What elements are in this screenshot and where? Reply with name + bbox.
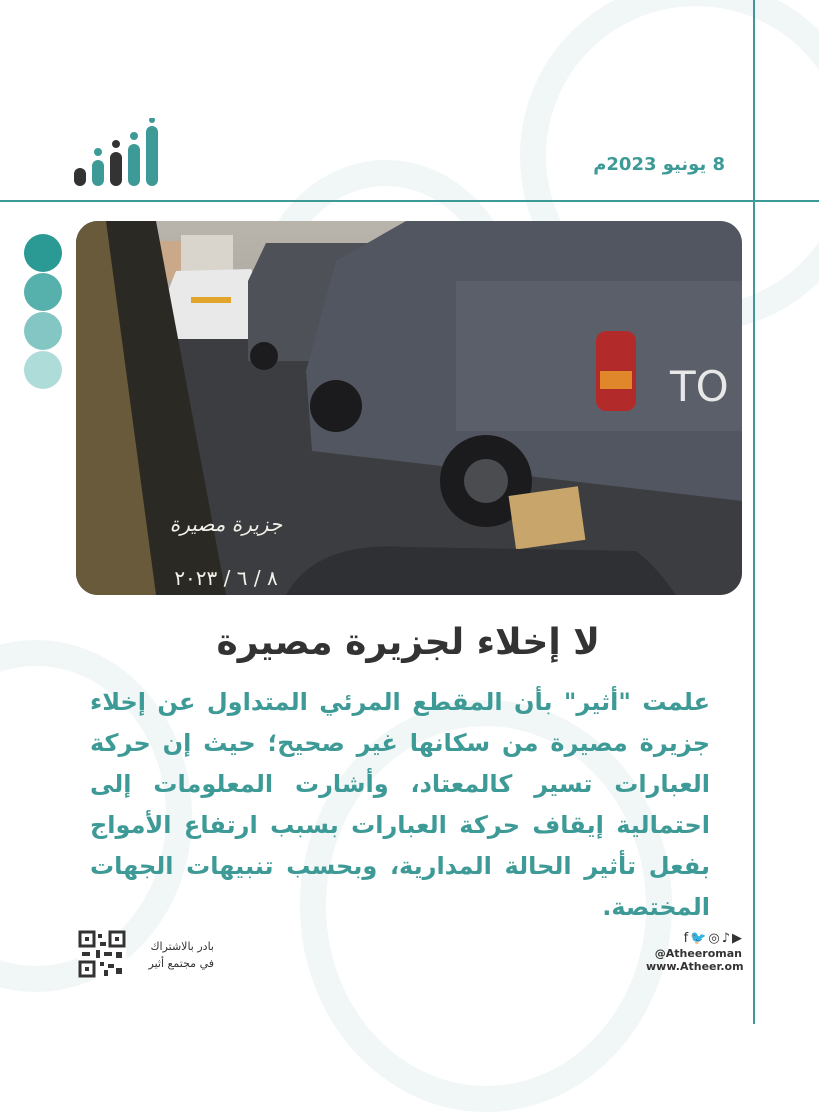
publish-date: 8 يونيو 2023م xyxy=(593,154,725,175)
headline: لا إخلاء لجزيرة مصيرة xyxy=(216,622,600,663)
subscribe-line-1: بادر بالاشتراك xyxy=(150,940,214,953)
twitter-icon[interactable]: 🐦 xyxy=(690,931,707,946)
facebook-icon[interactable]: f xyxy=(683,931,689,946)
dot-3 xyxy=(24,312,62,350)
dot-2 xyxy=(24,273,62,311)
subscribe-line-2: في مجتمع أثير xyxy=(148,957,214,970)
dot-4 xyxy=(24,351,62,389)
website-link[interactable]: www.Atheer.om xyxy=(646,960,744,973)
social-icons xyxy=(646,931,742,946)
dot-1 xyxy=(24,234,62,272)
decorative-dots xyxy=(24,234,62,390)
social-block xyxy=(646,931,742,973)
youtube-icon[interactable]: ▶ xyxy=(732,931,742,946)
vertical-divider xyxy=(753,0,755,1024)
qr-code[interactable] xyxy=(78,930,126,978)
instagram-icon[interactable]: ◎ xyxy=(708,931,720,946)
article-body: علمت "أثير" بأن المقطع المرئي المتداول عن إخلاء جزيرة مصيرة من سكانها غير صحيح؛ حيث إن حركة العبارات تسير كالمعتاد، وأشارت المعلومات إلى احتمالية إيقاف حركة العبارات بسبب ارتفاع الأمواج بفعل تأثير الحالة المدارية، وبحسب تنبيهات الجهات المختصة. xyxy=(90,688,710,921)
photo-caption: جزيرة مصيرة xyxy=(169,512,283,536)
horizontal-divider xyxy=(0,200,819,202)
photo-date-overlay: ٨ / ٦ / ٢٠٢٣ xyxy=(174,566,278,590)
subscribe-text xyxy=(128,938,214,972)
truck-text: TO xyxy=(670,362,729,411)
news-photo xyxy=(76,221,742,595)
tiktok-icon[interactable]: ♪ xyxy=(721,931,730,946)
atheer-logo xyxy=(72,118,164,190)
social-handle[interactable]: @Atheeroman xyxy=(654,947,742,960)
